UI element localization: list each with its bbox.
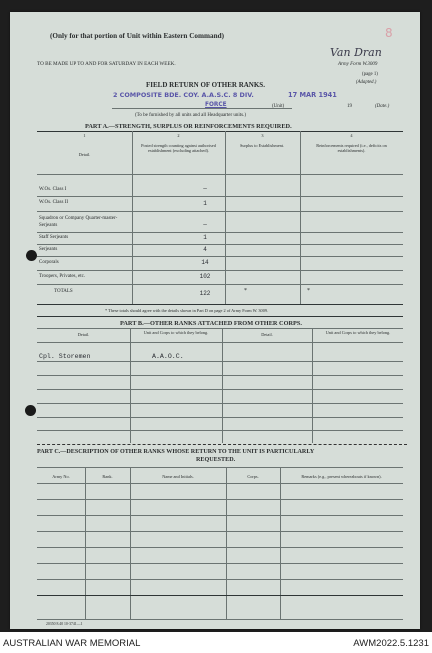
unit-label: (Unit)	[272, 104, 285, 109]
archive-footer	[0, 632, 432, 653]
part-a-row-detail: Troopers, Privates, etc.	[39, 274, 86, 279]
part-a-col-number-3: 3	[261, 133, 264, 138]
weekly-note: TO BE MADE UP TO AND FOR SATURDAY IN EACH WEEK.	[37, 61, 176, 67]
part-c-header-army-no: Army No.	[52, 474, 70, 479]
part-a-row-detail: Corporals	[39, 260, 59, 265]
part-a-row-posted: —	[203, 185, 207, 192]
part-c-header-name: Name and Initials.	[162, 474, 194, 479]
part-a-totals-label: TOTALS	[54, 289, 73, 294]
part-b-row-detail: Cpl. Storemen	[39, 353, 91, 360]
form-title: FIELD RETURN OF OTHER RANKS.	[146, 81, 265, 89]
adapted-note: (Adapted.)	[356, 80, 377, 85]
part-a-row-detail: Serjeants	[39, 247, 58, 252]
perforation-line	[37, 444, 407, 445]
part-a-header-reinforcements: Reinforcements required (i.e., deficits on establishments).	[316, 143, 387, 153]
punch-hole-top	[26, 250, 37, 261]
part-b-header-detail-2: Detail.	[261, 332, 273, 337]
part-a-row-posted: —	[203, 221, 207, 228]
part-a-footnote: * These totals should agree with the details shown in Part D on page 2 of Army Form W. 3009.	[105, 308, 269, 313]
footer-accession: AWM2022.5.1231	[353, 638, 429, 649]
part-a-row-posted: 1	[203, 200, 207, 207]
furnish-note: (To be furnished by all units and all Headquarter units.)	[135, 113, 247, 118]
part-a-row-detail: Staff Serjeants	[39, 235, 69, 240]
page-number: (page 1)	[362, 72, 378, 77]
form-sheet	[10, 12, 420, 629]
part-a-header-posted: Posted strength counting against authorised establishment (excluding attached).	[141, 143, 216, 153]
part-b-header-unit-1: Unit and Corps to which they belong.	[143, 330, 209, 335]
pencil-mark: 8	[385, 26, 393, 40]
part-c-header-remarks: Remarks (e.g., present whereabouts if known).	[301, 474, 382, 479]
part-c-title-line1: PART C.—DESCRIPTION OF OTHER RANKS WHOSE RETURN TO THE UNIT IS PARTICULARLY	[37, 449, 315, 455]
part-a-title: PART A.—STRENGTH, SURPLUS OR REINFORCEMENTS REQUIRED.	[85, 123, 292, 130]
part-a-row-posted: 102	[199, 273, 211, 280]
part-b-header-unit-2: Unit and Corps to which they belong.	[325, 330, 391, 335]
part-b-title: PART B.—OTHER RANKS ATTACHED FROM OTHER CORPS.	[120, 320, 302, 327]
part-c-title-line2: REQUESTED.	[196, 457, 236, 463]
part-a-col-number-4: 4	[350, 133, 353, 138]
date-label: (Date.)	[375, 104, 390, 109]
footer-source: AUSTRALIAN WAR MEMORIAL	[3, 638, 141, 649]
total-mark-surplus: *	[244, 288, 247, 294]
part-c-header-corps: Corps.	[247, 474, 259, 479]
part-a-col-number-1: 1	[83, 133, 86, 138]
part-a-row-posted: 1	[203, 234, 207, 241]
part-a-header-surplus: Surplus to Establishment.	[239, 143, 285, 148]
year-label: 19	[347, 104, 352, 109]
part-b-header-detail-1: Detail.	[77, 332, 90, 337]
printer-note: 20350 8.40 10-3741—1	[46, 622, 83, 626]
part-a-row-detail: W.Os. Class I	[39, 187, 67, 192]
part-a-row-posted: 14	[201, 259, 209, 266]
unit-line	[112, 108, 292, 109]
force-stamp: FORCE	[205, 102, 227, 108]
form-number: Army Form W.3009	[338, 62, 378, 67]
part-a-row-posted: 4	[203, 246, 207, 253]
signature: Van Dran	[330, 46, 382, 59]
date-stamp: 17 MAR 1941	[288, 91, 337, 99]
part-a-totals-posted: 122	[199, 290, 211, 297]
part-a-row-detail: W.Os. Class II	[39, 200, 68, 205]
total-mark-reinforcements: *	[307, 288, 310, 294]
part-a-row-detail: Squadron or Company Quarter-master-Serjeants	[39, 216, 118, 228]
part-a-header-detail: Detail.	[78, 152, 91, 157]
command-note: (Only for that portion of Unit within Eastern Command)	[50, 32, 224, 40]
part-a-col-number-2: 2	[177, 133, 180, 138]
unit-stamp: 2 COMPOSITE BDE. COY. A.A.S.C. 8 DIV.	[113, 91, 254, 99]
part-c-header-rank: Rank.	[102, 474, 113, 479]
punch-hole-bottom	[25, 405, 36, 416]
part-b-row-unit: A.A.O.C.	[152, 353, 184, 360]
